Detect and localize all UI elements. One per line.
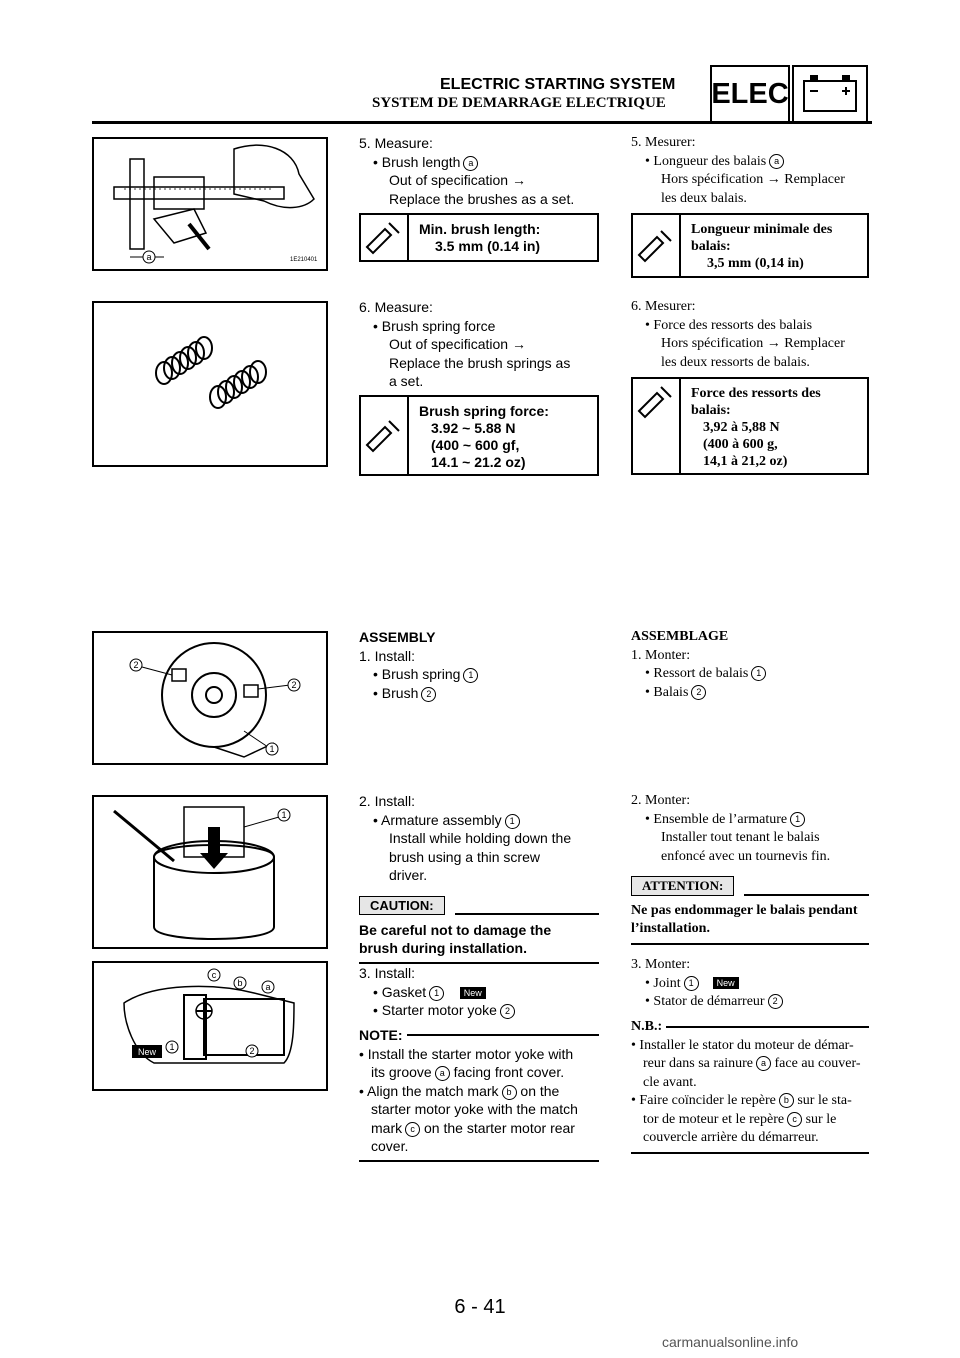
step2-en-l1: Install while holding down the	[389, 830, 572, 846]
spec2-fr-l1: Force des ressorts des	[691, 386, 821, 401]
caution-en-l1: Be careful not to damage the	[359, 922, 552, 938]
assembly-en-b2: • Brush 2	[359, 684, 599, 703]
step3-fr	[631, 956, 869, 1012]
figure-brush-length	[92, 137, 328, 271]
mark-a: a	[463, 156, 478, 171]
assembly-fr-title: ASSEMBLAGE	[631, 629, 729, 644]
step6-fr	[631, 298, 869, 372]
spec2-en-l4: 14.1 ~ 21.2 oz)	[431, 454, 526, 470]
caliper-spec-icon	[361, 215, 409, 260]
caution-fr	[631, 876, 869, 945]
step3-fr-b2: • Stator de démarreur 2	[631, 993, 869, 1012]
caliper-spec-icon	[361, 397, 409, 474]
step5-fr-head: 5. Mesurer:	[631, 135, 696, 150]
step5-en-l2: Replace the brushes as a set.	[389, 190, 575, 207]
step5-fr-l1: Hors spécification → Remplacer	[661, 172, 845, 187]
spec-min-brush-length-fr	[631, 213, 869, 278]
step6-en-l3: a set.	[389, 373, 424, 389]
spec1-fr-l3: 3,5 mm (0,14 in)	[707, 256, 804, 271]
step2-en-head: 2. Install:	[359, 793, 416, 809]
header-rule	[92, 121, 872, 124]
note-en-item1: • Install the starter motor yoke with its groove a facing front cover.	[359, 1045, 574, 1080]
step6-en	[359, 298, 599, 391]
caution-fr-l1: Ne pas endommager le balais pendant	[631, 903, 858, 918]
mark-a: a	[769, 154, 784, 169]
mark-1-label: 1	[269, 744, 275, 754]
spec-brush-spring-force-fr	[631, 377, 869, 475]
figure-starter-yoke	[92, 961, 328, 1091]
assembly-en-head: 1. Install:	[359, 647, 416, 664]
note-en-label: NOTE:	[359, 1027, 403, 1043]
step2-fr-head: 2. Monter:	[631, 793, 691, 808]
step5-en-bullet: • Brush length a	[359, 153, 599, 172]
step2-fr-bullet: • Ensemble de l’armature 1	[631, 811, 869, 830]
header-title-fr: SYSTEM DE DEMARRAGE ELECTRIQUE	[372, 95, 666, 111]
header-title-en: ELECTRIC STARTING SYSTEM	[440, 76, 676, 93]
mark-a-label: a	[146, 252, 152, 262]
caution-fr-l2: l’installation.	[631, 921, 710, 936]
figure-code: 1E210401	[290, 257, 318, 263]
springs-illustration	[94, 303, 326, 465]
step3-fr-b1: • Joint 1 New	[631, 975, 869, 994]
mark-1-label: 1	[281, 810, 287, 820]
caliper-spec-icon	[633, 215, 681, 276]
spec2-en-l3: (400 ~ 600 gf,	[431, 437, 520, 453]
assembly-en-b1: • Brush spring 1	[359, 665, 599, 684]
mark-2-label: 2	[133, 660, 139, 670]
spec-brush-spring-force	[359, 395, 599, 476]
page-number: 6 - 41	[454, 1296, 506, 1318]
note-en-item2: • Align the match mark b on the starter motor yoke with the match mark c on the starter motor rear cover.	[359, 1082, 578, 1154]
note-en	[359, 1026, 599, 1162]
note-fr-item2: • Faire coïncider le repère b sur le sta- tor de moteur et le repère c sur le couvercle arrière du démarreur.	[631, 1093, 852, 1145]
figure-armature	[92, 795, 328, 949]
step5-en-head: 5. Measure:	[359, 135, 433, 151]
note-fr	[631, 1018, 869, 1154]
caution-en-l2: brush during installation.	[359, 940, 527, 956]
assembly-en	[359, 628, 599, 702]
note-fr-item1: • Installer le stator du moteur de démar- reur dans sa rainure a face au couver- cle avant.	[631, 1037, 861, 1090]
step3-fr-head: 3. Monter:	[631, 957, 691, 972]
caution-fr-label: ATTENTION:	[631, 876, 734, 896]
spec2-en-l1: Brush spring force:	[419, 403, 549, 419]
step3-en-head: 3. Install:	[359, 965, 416, 981]
assembly-fr-b1: • Ressort de balais 1	[631, 665, 869, 684]
spec1-fr-l2: balais:	[691, 239, 731, 254]
step2-en-l2: brush using a thin screw	[389, 848, 540, 865]
step2-fr-l1: Installer tout tenant le balais	[661, 830, 820, 845]
spec-min-brush-length	[359, 213, 599, 262]
assembly-fr-b2: • Balais 2	[631, 684, 869, 703]
step5-en-l1: Out of specification →	[389, 172, 526, 188]
step6-fr-bullet: • Force des ressorts des balais	[645, 317, 813, 333]
assembly-fr-head: 1. Monter:	[631, 647, 691, 663]
caution-en	[359, 896, 599, 964]
new-tag: New	[460, 987, 486, 999]
mark-b-label: b	[237, 978, 243, 988]
watermark: carmanualsonline.info	[662, 1334, 799, 1350]
mark-1-label: 1	[169, 1042, 175, 1052]
mark-2-label: 2	[291, 680, 297, 690]
spec2-fr-l3: 3,92 à 5,88 N	[703, 420, 780, 435]
step5-fr	[631, 134, 869, 208]
step5-fr-bullet: • Longueur des balais a	[631, 153, 869, 172]
armature-illustration	[94, 797, 326, 947]
step2-en-bullet: • Armature assembly 1	[359, 811, 599, 830]
mark-2-label: 2	[249, 1046, 255, 1056]
step6-en-l1: Out of specification →	[389, 336, 526, 352]
starter-yoke-illustration	[94, 963, 326, 1089]
note-fr-label: N.B.:	[631, 1019, 663, 1034]
step3-en-b2: • Starter motor yoke 2	[359, 1001, 599, 1020]
figure-brush-springs	[92, 301, 328, 467]
battery-icon	[792, 65, 868, 123]
spec1-en-l1: Min. brush length:	[419, 221, 541, 237]
step6-en-bullet: • Brush spring force	[373, 317, 496, 334]
step2-fr-l2: enfoncé avec un tournevis fin.	[661, 848, 831, 864]
step2-fr	[631, 792, 869, 866]
step3-en	[359, 964, 599, 1020]
step6-fr-head: 6. Mesurer:	[631, 299, 696, 314]
spec2-fr-l5: 14,1 à 21,2 oz)	[703, 454, 788, 469]
spec1-en-l2: 3.5 mm (0.14 in)	[435, 238, 541, 254]
step2-en-l3: driver.	[389, 867, 428, 883]
mark-c-label: c	[211, 970, 217, 980]
caution-en-label: CAUTION:	[359, 896, 445, 915]
step6-fr-l1: Hors spécification → Remplacer	[661, 336, 845, 351]
new-tag: New	[713, 977, 739, 989]
caliper-illustration	[94, 139, 326, 269]
step2-en	[359, 792, 599, 885]
assembly-fr	[631, 628, 869, 702]
spec2-fr-l2: balais:	[691, 403, 731, 418]
step3-en-b1: • Gasket 1 New	[359, 983, 599, 1002]
step5-en	[359, 134, 599, 208]
mark-a-label: a	[265, 982, 271, 992]
step6-en-head: 6. Measure:	[359, 299, 433, 315]
spec2-en-l2: 3.92 ~ 5.88 N	[431, 420, 516, 436]
spec1-fr-l1: Longueur minimale des	[691, 222, 833, 237]
assembly-en-title: ASSEMBLY	[359, 629, 436, 645]
section-badge: ELEC	[710, 65, 790, 123]
step5-fr-l2: les deux balais.	[661, 190, 747, 206]
step6-en-l2: Replace the brush springs as	[389, 354, 571, 371]
brush-holder-illustration	[94, 633, 326, 763]
new-tag-label: New	[137, 1047, 157, 1057]
step6-fr-l2: les deux ressorts de balais.	[661, 354, 810, 370]
figure-brush-holder	[92, 631, 328, 765]
spec2-fr-l4: (400 à 600 g,	[703, 437, 778, 452]
caliper-spec-icon	[633, 379, 681, 473]
